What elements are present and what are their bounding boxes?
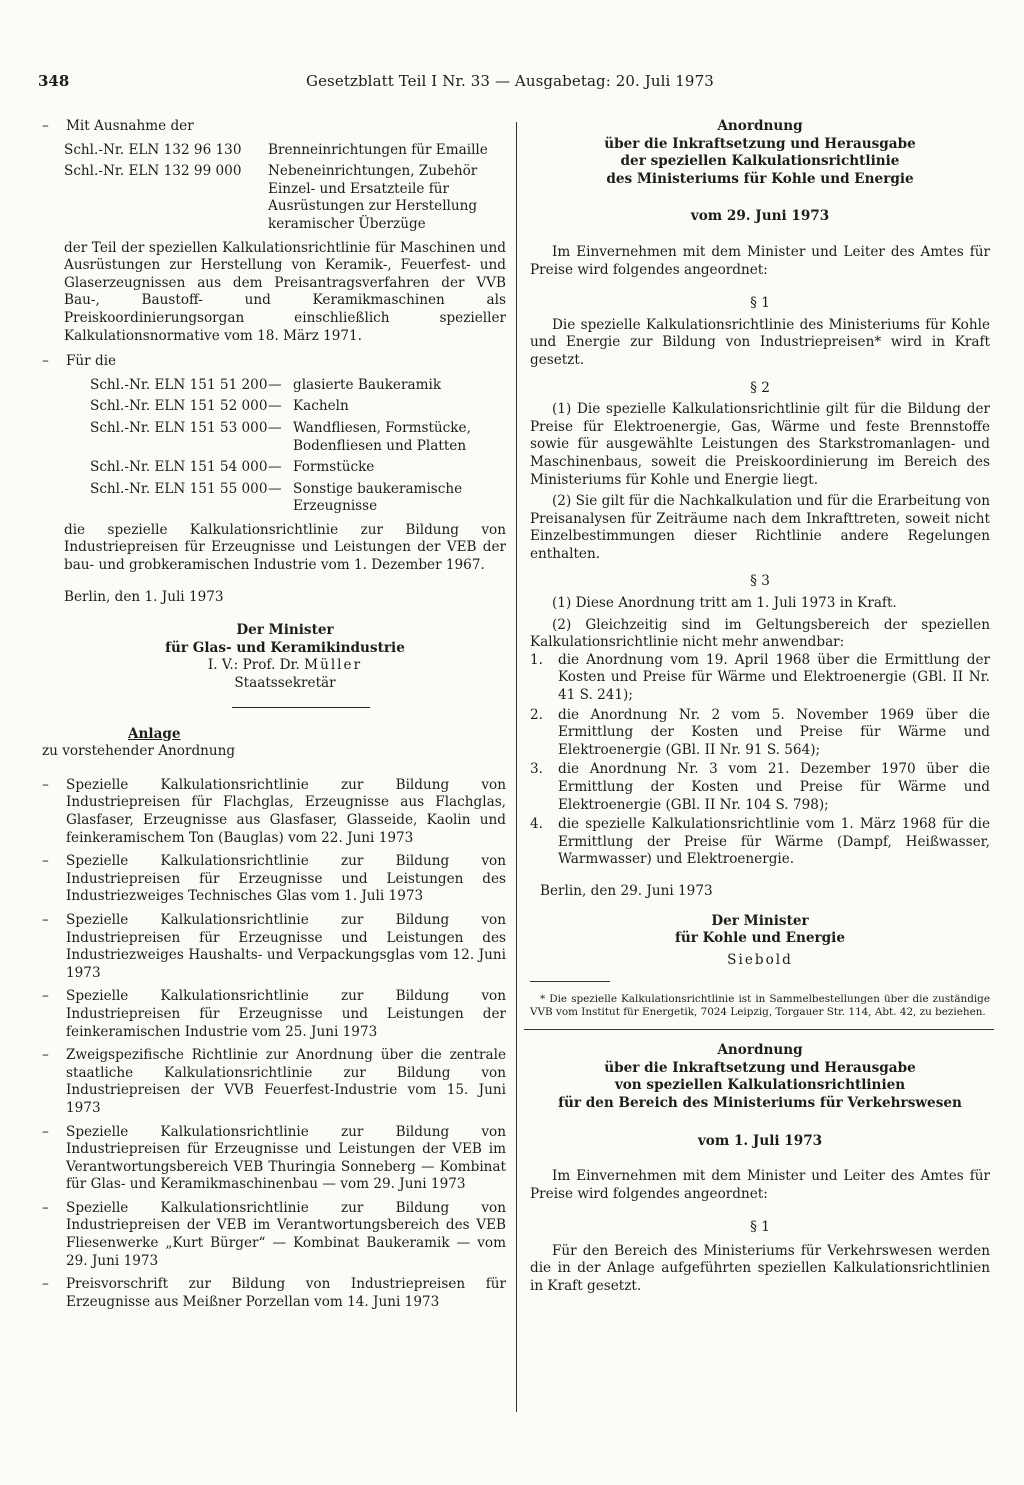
ordinance-title: Anordnung über die Inkraftsetzung und Herausgabe der speziellen Kalkulationsrichtlinie des Ministeriums für Kohle und Energie (604, 118, 916, 187)
right-column (530, 118, 990, 1296)
place-date: Berlin, den 29. Juni 1973 (540, 882, 713, 899)
signature-title: Der Minister (236, 622, 334, 639)
ordinance-date: vom 1. Juli 1973 (697, 1132, 823, 1149)
page-number: 348 (38, 72, 70, 90)
paragraph: Im Einvernehmen mit dem Minister und Leiter des Amtes für Preise wird folgendes angeordnet: (530, 1168, 990, 1202)
list-item: – Spezielle Kalkulationsrichtlinie zur Bildung von Industriepreisen der VEB im Verantwortungsbereich des VEB Fliesenwerke „Kurt Bürger“ — Kombinat Baukeramik — vom 29. Juni 1973 (42, 1199, 506, 1269)
list-item: – Spezielle Kalkulationsrichtlinie zur Bildung von Industriepreisen für Erzeugnisse und Leistungen des Industriezweiges Technisches Glas vom 1. Juli 1973 (42, 853, 506, 905)
anlage-list (42, 777, 506, 1312)
left-column (42, 118, 506, 1317)
signature-role: Staatssekretär (234, 675, 336, 692)
list-item: 1. die Anordnung vom 19. April 1968 über die Ermittlung der Kosten und Preise für Wärme und Elektroenergie (GBl. II Nr. 41 S. 241); (530, 651, 990, 704)
exception-intro: Mit Ausnahme der (66, 118, 194, 134)
signature-title: für Kohle und Energie (674, 930, 845, 947)
footnote: * Die spezielle Kalkulationsrichtlinie ist in Sammelbestellungen über die zuständige VVB vom Institut für Energetik, 7024 Leipzig, Torgauer Str. 114, Abt. 42, zu beziehen. (530, 992, 990, 1018)
signature-title: für Glas- und Keramikindustrie (165, 639, 405, 656)
paragraph: (1) Die spezielle Kalkulationsrichtlinie gilt für die Bildung der Preise für Elektroenergie, Gas, Wärme und feste Brennstoffe sowie für ausgewählte Leistungen des Starkstromanlagen- und Maschinenbaus, soweit die Preiskoordinierung im Bereich des Ministeriums für Kohle und Energie liegt. (530, 401, 990, 488)
list-item: – Mit Ausnahme der (42, 118, 506, 136)
schl-row: Schl.-Nr. ELN 151 54 000 — Formstücke (90, 459, 375, 476)
section-heading: § 1 (750, 1219, 770, 1236)
list-item: – Preisvorschrift zur Bildung von Industriepreisen für Erzeugnisse aus Meißner Porzellan vom 14. Juni 1973 (42, 1276, 506, 1310)
paragraph: (1) Diese Anordnung tritt am 1. Juli 1973 in Kraft. (552, 595, 897, 612)
section-heading: § 1 (750, 295, 770, 312)
paragraph: (2) Gleichzeitig sind im Geltungsbereich der speziellen Kalkulationsrichtlinie nicht mehr anwendbar: (530, 616, 990, 651)
list-item: – Zweigspezifische Richtlinie zur Anordnung über die zentrale staatliche Kalkulationsrichtlinie zur Bildung von Industriepreisen der VVB Feuerfest-Industrie vom 15. Juni 1973 (42, 1047, 506, 1116)
divider (232, 707, 370, 708)
paragraph: Für den Bereich des Ministeriums für Verkehrswesen werden die in der Anlage aufgeführten speziellen Kalkulationsrichtlinien in Kraft gesetzt. (530, 1242, 990, 1295)
running-head: Gesetzblatt Teil I Nr. 33 — Ausgabetag: 20. Juli 1973 (306, 72, 714, 90)
paragraph: (2) Sie gilt für die Nachkalkulation und für die Erarbeitung von Preisanalysen für Zeiträume nach dem Inkrafttreten, soweit nicht Einzelbestimmungen dieser Richtlinie andere Regelungen enthalten. (530, 493, 990, 562)
schl-row: Schl.-Nr. ELN 132 99 000 Nebeneinrichtungen, Zubehör Einzel- und Ersatzteile für Ausrüstungen zur Herstellung keramischer Überzüge (64, 163, 478, 232)
paragraph: Die spezielle Kalkulationsrichtlinie des Ministeriums für Kohle und Energie zur Bildung von Industriepreisen* wird in Kraft gesetzt. (530, 316, 990, 368)
signature-name: I. V.: Prof. Dr. Müller (207, 657, 363, 674)
list-item: 2. die Anordnung Nr. 2 vom 5. November 1969 über die Ermittlung der Kosten und Preise für Wärme und Elektroenergie (GBl. II Nr. 91 S. 564); (530, 706, 990, 758)
footnote-rule (530, 981, 610, 982)
paragraph: Im Einvernehmen mit dem Minister und Leiter des Amtes für Preise wird folgendes angeordnet: (530, 243, 990, 278)
paragraph: die spezielle Kalkulationsrichtlinie zur Bildung von Industriepreisen für Erzeugnisse und Leistungen der VEB der bau- und grobkeramischen Industrie vom 1. Dezember 1967. (64, 521, 506, 574)
schl-list-a (42, 142, 506, 234)
section-divider (524, 1029, 994, 1030)
list-item: 4. die spezielle Kalkulationsrichtlinie vom 1. März 1968 für die Ermittlung der Preise für Wärme (Dampf, Heißwasser, Warmwasser) und Elektroenergie. (530, 816, 990, 868)
repeal-list (530, 652, 990, 869)
place-date: Berlin, den 1. Juli 1973 (64, 588, 224, 605)
ordinance-date: vom 29. Juni 1973 (690, 208, 830, 225)
schl-row: Schl.-Nr. ELN 151 53 000 — Wandfliesen, Formstücke, Bodenfliesen und Platten (90, 419, 471, 454)
schl-row: Schl.-Nr. ELN 151 51 200 — glasierte Baukeramik (90, 376, 442, 393)
section-heading: § 3 (750, 573, 770, 590)
schl-list-b (42, 377, 506, 516)
column-divider (516, 122, 517, 1412)
list-item: – Spezielle Kalkulationsrichtlinie zur Bildung von Industriepreisen für Flachglas, Erzeugnisse aus Flachglas, Glasfaser, Erzeugnisse aus Glasfaser, Glasseide, Kaolin und feinkeramischem Ton (Bauglas) vom 22. Juni 1973 (42, 776, 506, 846)
signature-title: Der Minister (711, 912, 809, 929)
signature-name: Siebold (727, 951, 793, 968)
schl-row: Schl.-Nr. ELN 151 55 000 — Sonstige baukeramische Erzeugnisse (90, 480, 463, 515)
list-item: – Für die (42, 353, 117, 370)
paragraph: der Teil der speziellen Kalkulationsrichtlinie für Maschinen und Ausrüstungen zur Herstellung von Keramik-, Feuerfest- und Glaserzeugnissen aus dem Preisantragsverfahren der VVB Bau-, Baustoff- und Keramikmaschinen als Preiskoordinierungsorgan einschließlich spezieller Kalkulationsnormative vom 18. März 1971. (64, 239, 506, 344)
section-heading: § 2 (750, 379, 770, 396)
list-item: – Spezielle Kalkulationsrichtlinie zur Bildung von Industriepreisen für Erzeugnisse und Leistungen des Industriezweiges Haushalts- und Verpackungsglas vom 12. Juni 1973 (42, 911, 506, 981)
list-item: – Spezielle Kalkulationsrichtlinie zur Bildung von Industriepreisen für Erzeugnisse und Leistungen der feinkeramischen Industrie vom 25. Juni 1973 (42, 988, 506, 1040)
list-item: – Spezielle Kalkulationsrichtlinie zur Bildung von Industriepreisen für Erzeugnisse und Leistungen der VEB im Verantwortungsbereich VEB Thuringia Sonneberg — Kombinat für Glas- und Keramikmaschinenbau — vom 29. Juni 1973 (42, 1123, 506, 1193)
schl-row: Schl.-Nr. ELN 151 52 000 — Kacheln (90, 398, 349, 415)
schl-row: Schl.-Nr. ELN 132 96 130 Brenneinrichtungen für Emaille (64, 141, 488, 158)
anlage-title: Anlage (128, 725, 181, 742)
ordinance-title: Anordnung über die Inkraftsetzung und Herausgabe von speziellen Kalkulationsrichtlinien für den Bereich des Ministeriums für Verkehrswesen (558, 1042, 962, 1111)
anlage-subtitle: zu vorstehender Anordnung (42, 743, 236, 760)
list-item: 3. die Anordnung Nr. 3 vom 21. Dezember 1970 über die Ermittlung der Kosten und Preise für Wärme und Elektroenergie (GBl. II Nr. 104 S. 798); (530, 761, 990, 813)
